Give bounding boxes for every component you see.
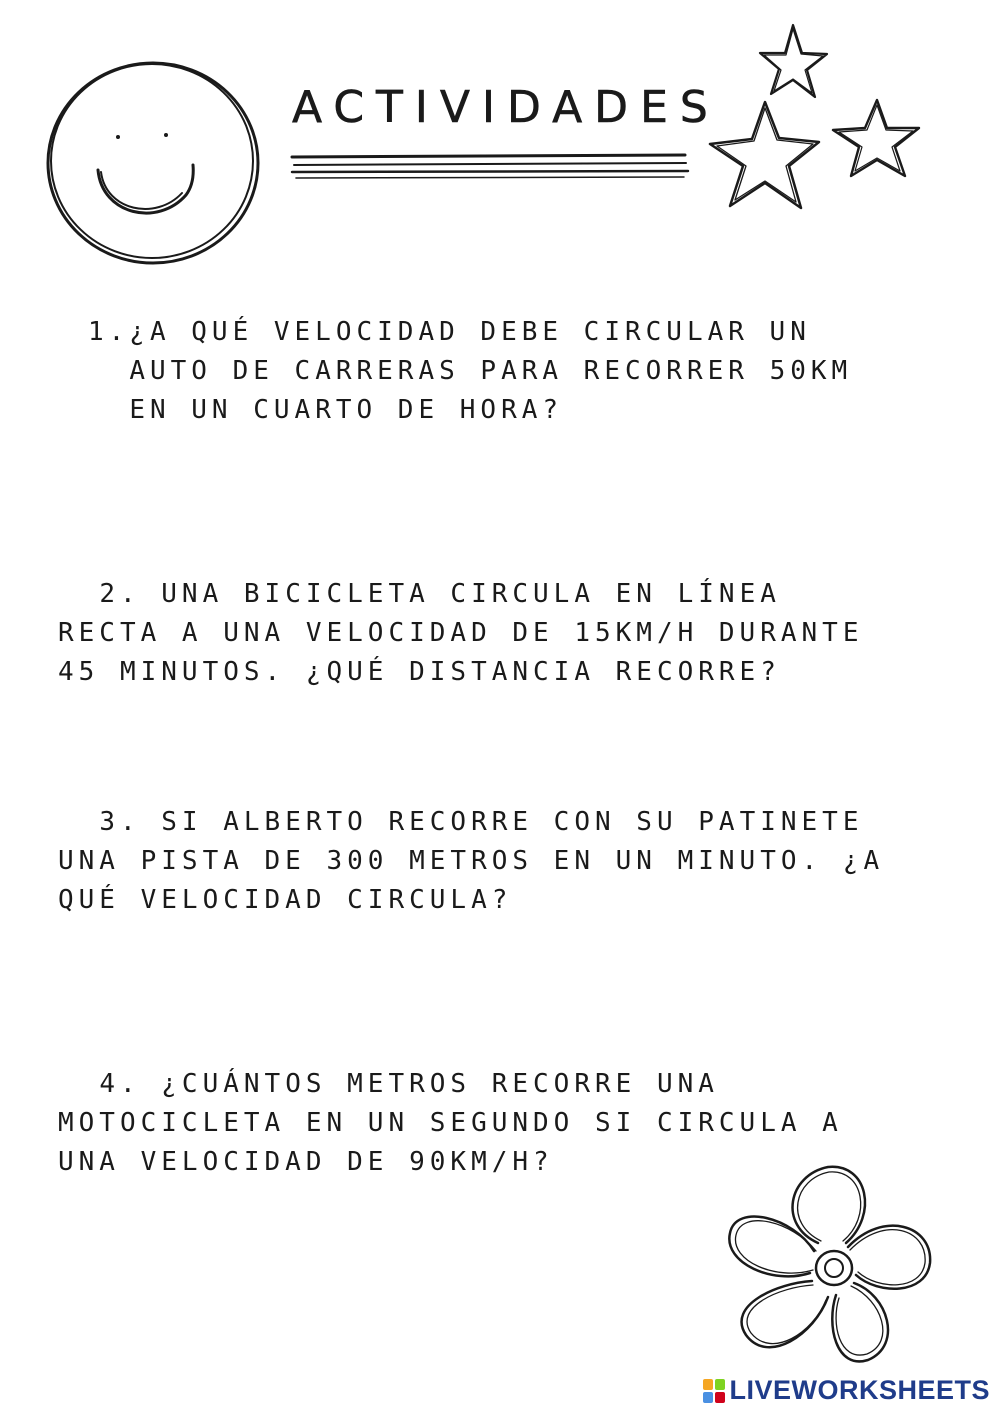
watermark-brand-text: LIVEWORKSHEETS <box>729 1375 990 1405</box>
title-underline <box>290 150 690 190</box>
liveworksheets-watermark <box>703 1375 990 1406</box>
flower-icon <box>718 1155 948 1385</box>
logo-square-red <box>715 1392 725 1403</box>
liveworksheets-logo-icon <box>703 1379 725 1403</box>
question-1: 1.¿A QUÉ VELOCIDAD DEBE CIRCULAR UN AUTO DE CARRERAS PARA RECORRER 50KM EN UN CUARTO DE HORA? <box>88 317 853 425</box>
question-2: 2. UNA BICICLETA CIRCULA EN LÍNEA RECTA A UNA VELOCIDAD DE 15KM/H DURANTE 45 MINUTOS. ¿QUÉ DISTANCIA RECORRE? <box>58 579 864 687</box>
question-4: 4. ¿CUÁNTOS METROS RECORRE UNA MOTOCICLETA EN UN SEGUNDO SI CIRCULA A UNA VELOCIDAD DE 90KM/H? <box>58 1069 843 1177</box>
logo-square-orange <box>703 1379 713 1390</box>
logo-square-green <box>715 1379 725 1390</box>
page-title: ACTIVIDADES <box>292 82 720 133</box>
question-3: 3. SI ALBERTO RECORRE CON SU PATINETE UNA PISTA DE 300 METROS EN UN MINUTO. ¿A QUÉ VELOCIDAD CIRCULA? <box>58 807 885 915</box>
logo-square-blue <box>703 1392 713 1403</box>
stars-icon <box>705 20 930 220</box>
smiley-face-icon <box>40 55 270 270</box>
